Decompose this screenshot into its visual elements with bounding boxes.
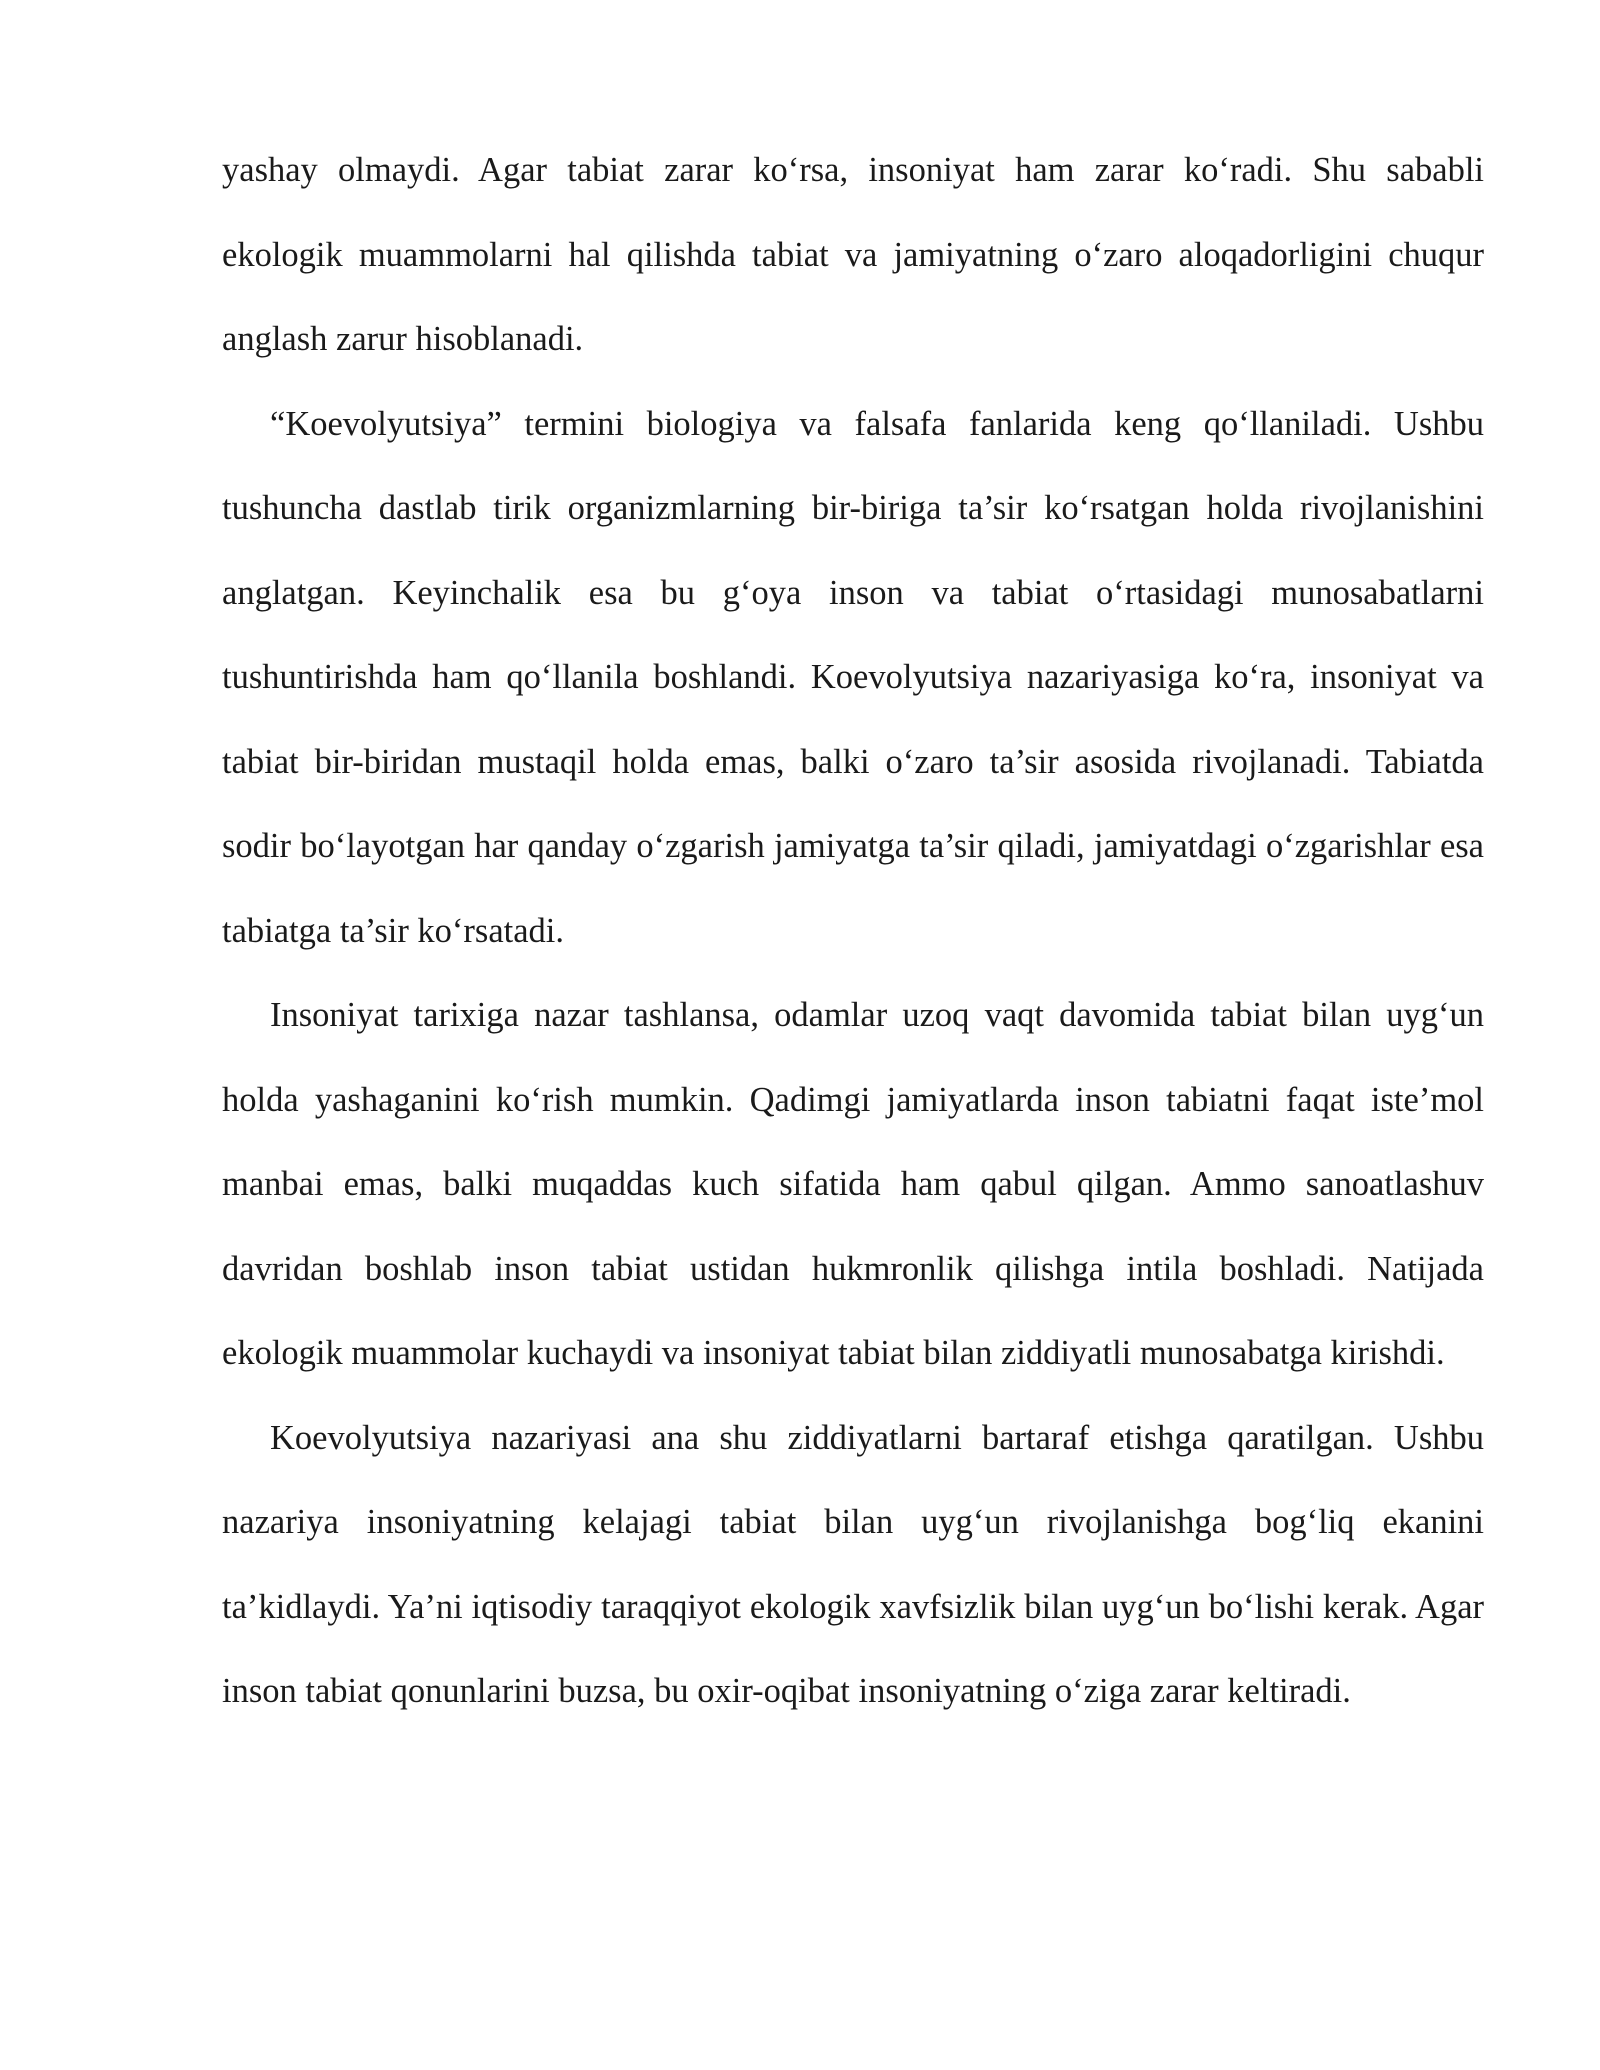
paragraph-2: “Koevolyutsiya” termini biologiya va falsafa fanlarida keng qo‘llaniladi. Ushbu tushuncha dastlab tirik organizmlarning bir-biriga ta’sir ko‘rsatgan holda rivojlanishini anglatgan. Keyinchalik esa bu g‘oya inson va tabiat o‘rtasidagi munosabatlarni tushuntirishda ham qo‘llanila boshlandi. Koevolyutsiya nazariyasiga ko‘ra, insoniyat va tabiat bir-biridan mustaqil holda emas, balki o‘zaro ta’sir asosida rivojlanadi. Tabiatda sodir bo‘layotgan har qanday o‘zgarish jamiyatga ta’sir qiladi, jamiyatdagi o‘zgarishlar esa tabiatga ta’sir ko‘rsatadi. [222,404,1484,950]
paragraph-1: yashay olmaydi. Agar tabiat zarar ko‘rsa, insoniyat ham zarar ko‘radi. Shu sababli ekologik muammolarni hal qilishda tabiat va jamiyatning o‘zaro aloqadorligini chuqur anglash zarur hisoblanadi. [222,151,1484,358]
body-text [222,128,1484,1734]
paragraph-4: Koevolyutsiya nazariyasi ana shu ziddiyatlarni bartaraf etishga qaratilgan. Ushbu nazariya insoniyatning kelajagi tabiat bilan uyg‘un rivojlanishga bog‘liq ekanini ta’kidlaydi. Ya’ni iqtisodiy taraqqiyot ekologik xavfsizlik bilan uyg‘un bo‘lishi kerak. Agar inson tabiat qonunlarini buzsa, bu oxir-oqibat insoniyatning o‘ziga zarar keltiradi. [222,1418,1484,1710]
paragraph-3: Insoniyat tarixiga nazar tashlansa, odamlar uzoq vaqt davomida tabiat bilan uyg‘un holda yashaganini ko‘rish mumkin. Qadimgi jamiyatlarda inson tabiatni faqat iste’mol manbai emas, balki muqaddas kuch sifatida ham qabul qilgan. Ammo sanoatlashuv davridan boshlab inson tabiat ustidan hukmronlik qilishga intila boshladi. Natijada ekologik muammolar kuchaydi va insoniyat tabiat bilan ziddiyatli munosabatga kirishdi. [222,996,1484,1372]
